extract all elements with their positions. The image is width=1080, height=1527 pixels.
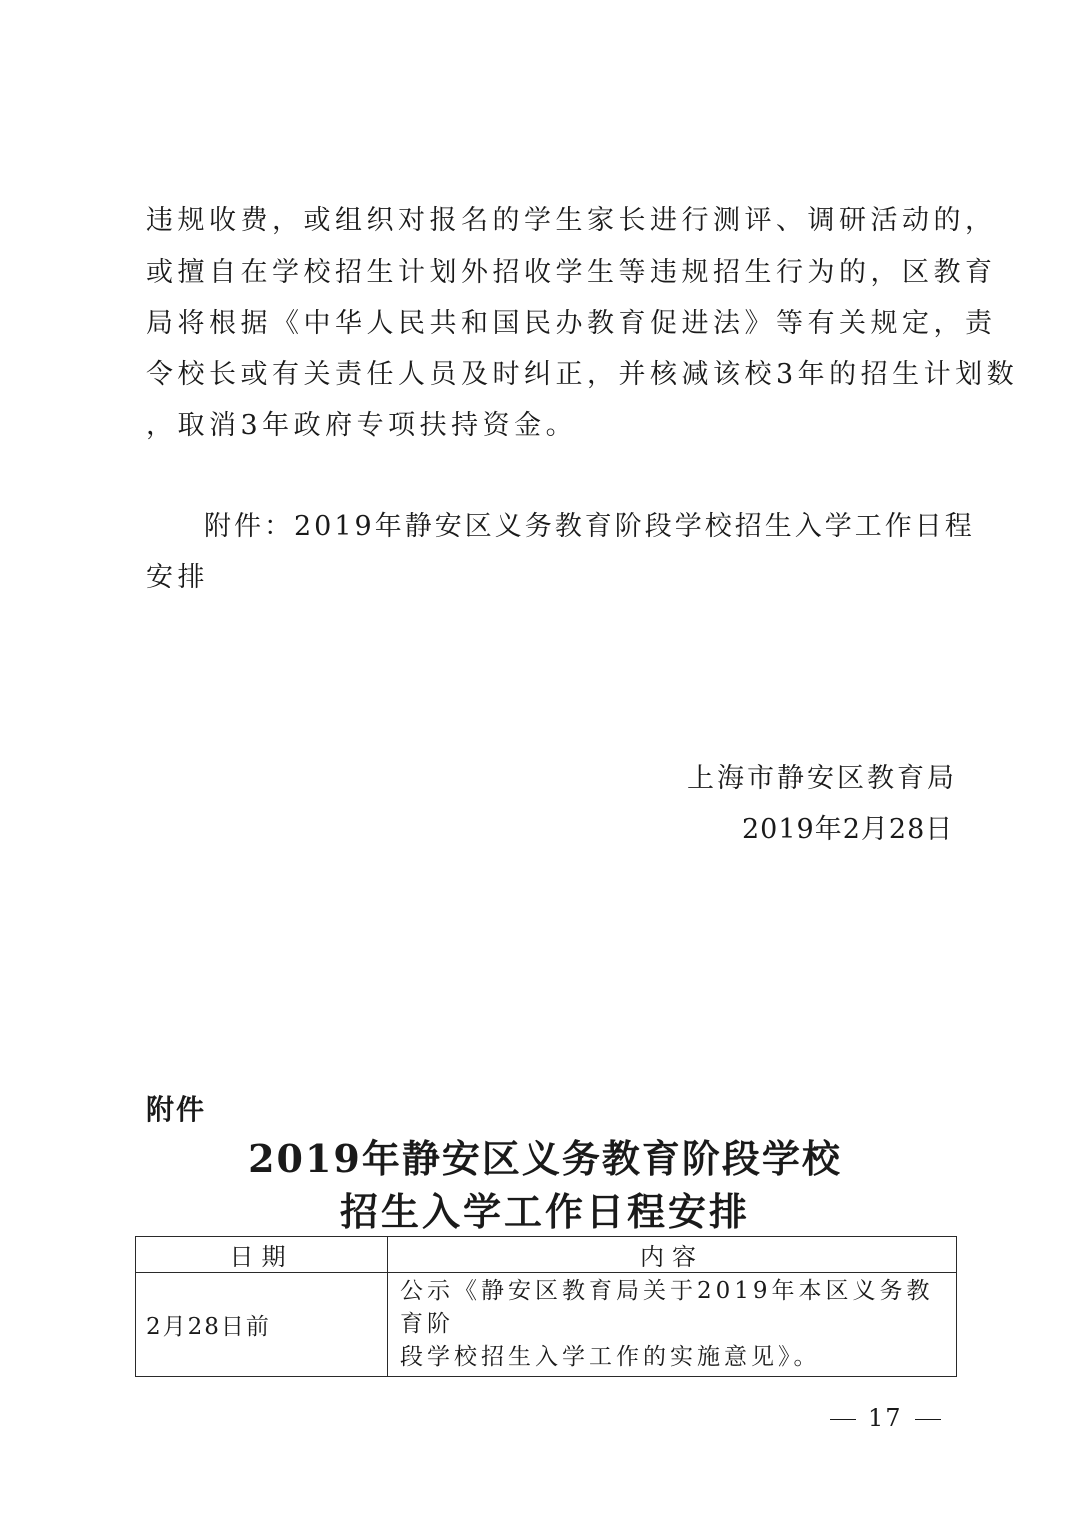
table-header-row [136,1237,957,1273]
body-line-4: 令校长或有关责任人员及时纠正，并核减该校3年的招生计划数 [146,359,1019,390]
annex-title-line-2: 招生入学工作日程安排 [339,1189,750,1234]
schedule-table [135,1236,957,1377]
attachment-note-line-1: 附件：2019年静安区义务教育阶段学校招生入学工作日程 [204,511,975,542]
row-content-line-2: 段学校招生入学工作的实施意见》。 [400,1344,821,1370]
annex-title-line-1: 2019年静安区义务教育阶段学校 [248,1136,842,1181]
issuer-name: 上海市静安区教育局 [687,763,957,794]
dash-left [830,1419,856,1420]
header-date: 日期 [136,1237,388,1273]
page-number [818,1404,953,1432]
page-number-value: 17 [868,1404,903,1432]
table-row [136,1273,957,1377]
header-content: 内容 [388,1237,957,1273]
body-line-3: 局将根据《中华人民共和国民办教育促进法》等有关规定，责 [146,308,997,339]
body-line-2: 或擅自在学校招生计划外招收学生等违规招生行为的，区教育 [146,257,997,288]
body-line-1: 违规收费，或组织对报名的学生家长进行测评、调研活动的， [146,205,997,236]
dash-right [915,1419,941,1420]
row-content [388,1273,957,1377]
annex-label: 附件 [146,1093,207,1126]
row-content-line-1: 公示《静安区教育局关于2019年本区义务教育阶 [400,1278,934,1337]
issue-date: 2019年2月28日 [742,814,954,845]
row-date: 2月28日前 [136,1273,388,1377]
attachment-note-line-2: 安排 [146,562,209,593]
body-line-5: ，取消3年政府专项扶持资金。 [146,410,578,441]
